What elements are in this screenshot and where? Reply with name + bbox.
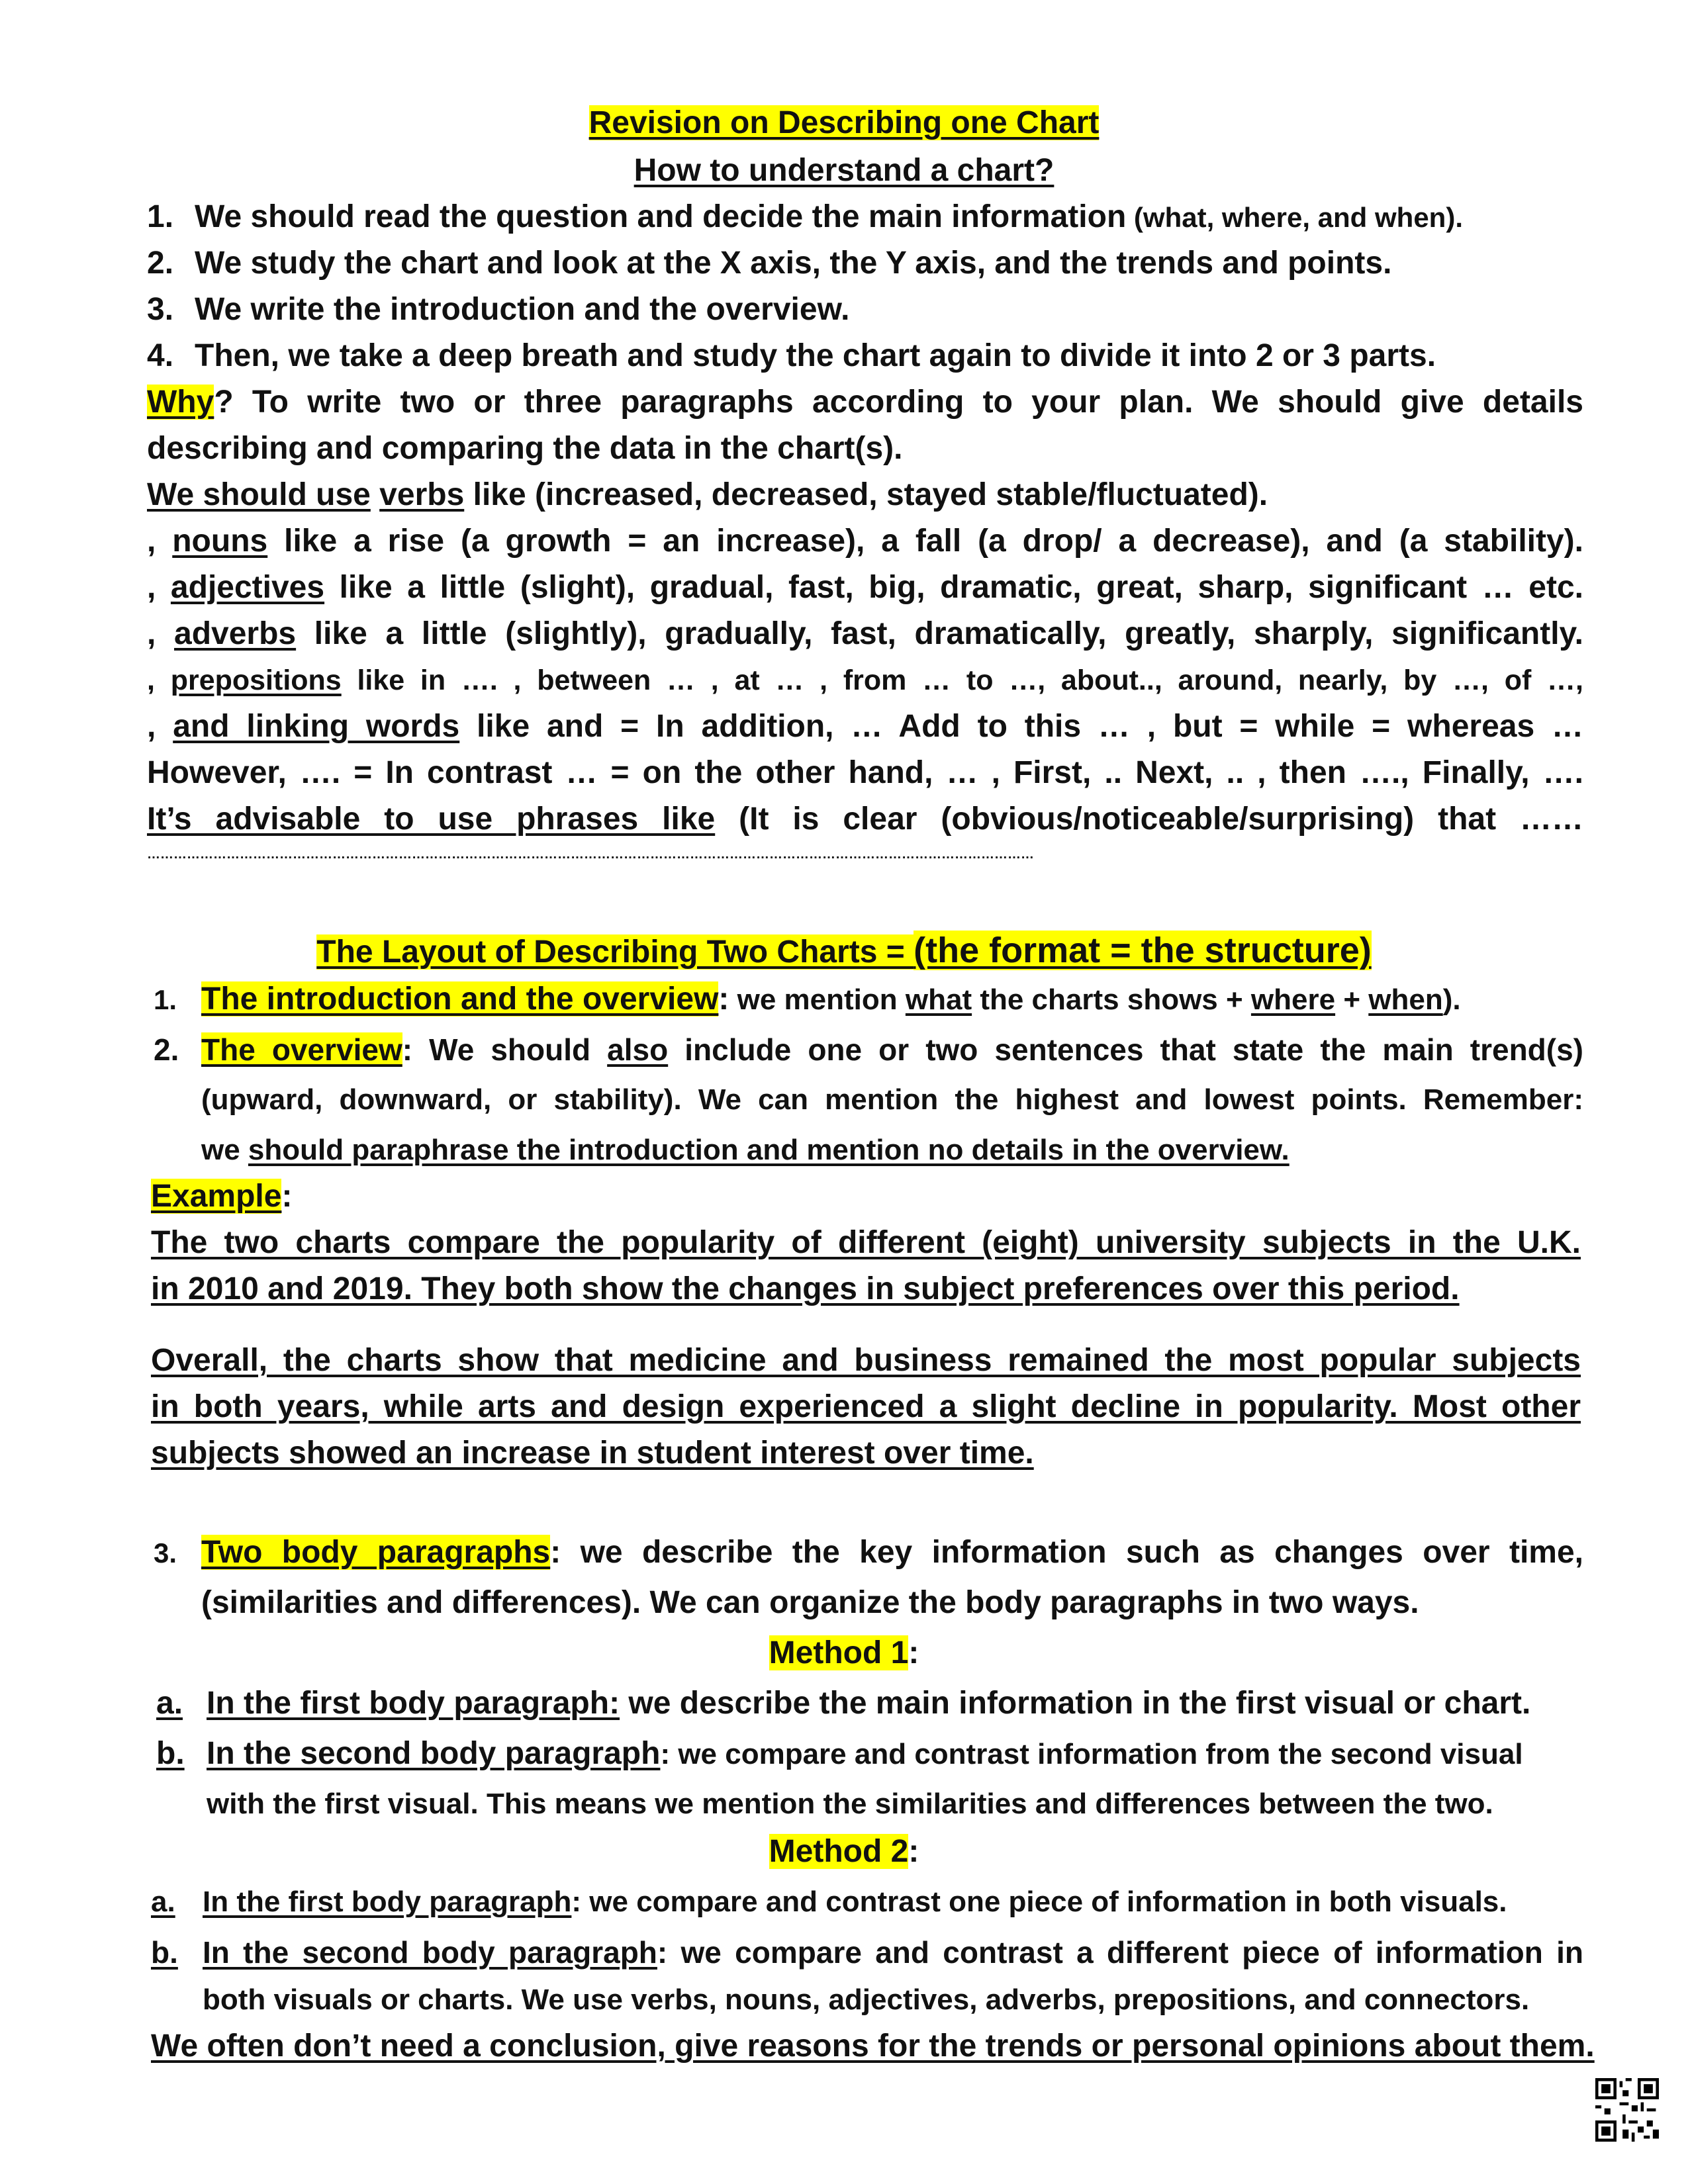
linking-words-line: , and linking words like and = In addition, … Add to this … , but = while = whereas … (147, 709, 1584, 744)
section-subtitle: How to understand a chart? (633, 153, 1055, 188)
layout-item-2-line2: (upward, downward, or stability). We can mention the highest and lowest points. Remember: (201, 1083, 1583, 1116)
method-2-heading: Method 2: (769, 1834, 919, 1869)
method-2-b-line2: both visuals or charts. We use verbs, nouns, adjectives, adverbs, prepositions, and connectors. (203, 1983, 1530, 2016)
example-overview-line2: in both years, while arts and design experienced a slight decline in popularity. Most other (151, 1389, 1581, 1424)
step-3: 3. We write the introduction and the overview. (147, 292, 850, 327)
however-line: However, …. = In contrast … = on the other hand, … , First, .. Next, .. , then …., Finally, …. (147, 755, 1583, 790)
method-1-heading: Method 1: (769, 1635, 919, 1670)
layout-item-3: 3. Two body paragraphs: we describe the key information such as changes over time, (154, 1535, 1583, 1570)
method-2-a: a. In the first body paragraph: we compare and contrast one piece of information in both visuals. (151, 1886, 1507, 1918)
example-overview: Overall, the charts show that medicine and business remained the most popular subjects (151, 1343, 1581, 1378)
prepositions-line: , prepositions like in …. , between … , at … , from … to …, about.., around, nearly, by …, of …, (147, 664, 1583, 696)
layout-item-2-line3: we should paraphrase the introduction and mention no details in the overview. (201, 1134, 1289, 1166)
conclusion-note: We often don’t need a conclusion, give reasons for the trends or personal opinions about them. (151, 2028, 1595, 2064)
nouns-line: , nouns like a rise (a growth = an increase), a fall (a drop/ a decrease), and (a stability). (147, 523, 1583, 559)
step-2: 2. We study the chart and look at the X axis, the Y axis, and the trends and points. (147, 246, 1392, 281)
page-title: Revision on Describing one Chart (588, 105, 1100, 140)
verbs-line: We should use verbs like (increased, decreased, stayed stable/fluctuated). (147, 477, 1268, 512)
layout-item-3-line2: (similarities and differences). We can organize the body paragraphs in two ways. (201, 1585, 1419, 1620)
qr-code-icon (1595, 2078, 1659, 2142)
method-1-b-line2: with the first visual. This means we mention the similarities and differences between the two. (207, 1788, 1493, 1820)
adverbs-line: , adverbs like a little (slightly), gradually, fast, dramatically, greatly, sharply, significantly. (147, 616, 1583, 651)
advisable-line: It’s advisable to use phrases like (It is clear (obvious/noticeable/surprising) that …… (147, 801, 1584, 837)
step-1: 1. We should read the question and decide the main information (what, where, and when). (147, 199, 1463, 234)
layout-item-1: 1. The introduction and the overview: we mention what the charts shows + where + when). (154, 981, 1461, 1017)
adjectives-line: , adjectives like a little (slight), gradual, fast, big, dramatic, great, sharp, significant … etc. (147, 570, 1584, 605)
why-paragraph: Why? To write two or three paragraphs according to your plan. We should give details (147, 385, 1583, 420)
dotted-separator: ………………………………………………………………………………………………………………………………………………………………………………… (147, 847, 1034, 862)
example-intro-line2: in 2010 and 2019. They both show the changes in subject preferences over this period. (151, 1271, 1460, 1306)
example-overview-line3: subjects showed an increase in student interest over time. (151, 1435, 1034, 1471)
method-2-b: b. In the second body paragraph: we compare and contrast a different piece of information in (151, 1935, 1584, 1970)
layout-title: The Layout of Describing Two Charts = (the format = the structure) (316, 931, 1372, 970)
example-intro: The two charts compare the popularity of different (eight) university subjects in the U.K. (151, 1225, 1581, 1260)
layout-item-2: 2. The overview: We should also include one or two sentences that state the main trend(s) (154, 1032, 1584, 1067)
method-1-b: b. In the second body paragraph: we compare and contrast information from the second visual (156, 1736, 1523, 1771)
why-paragraph-line2: describing and comparing the data in the chart(s). (147, 431, 903, 466)
step-4: 4. Then, we take a deep breath and study the chart again to divide it into 2 or 3 parts. (147, 338, 1436, 373)
method-1-a: a. In the first body paragraph: we describe the main information in the first visual or chart. (156, 1686, 1531, 1721)
example-heading: Example: (151, 1179, 293, 1214)
